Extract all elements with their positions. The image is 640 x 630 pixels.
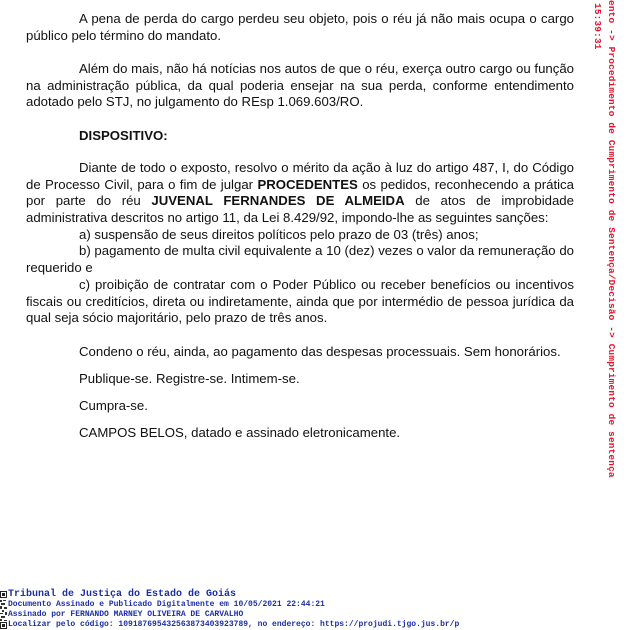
- qr-code-icon: [0, 591, 7, 629]
- paragraph-stj-precedent: Além do mais, não há notícias nos autos de que o réu, exerça outro cargo ou função na administração pública, da qual poderia ensejar na sua perda, conforme entendimento adotado pelo STJ, no julgamento do REsp 1.069.603/RO.: [26, 61, 574, 110]
- section-heading-dispositivo: DISPOSITIVO:: [79, 128, 168, 143]
- judgment-text-1: Diante de todo o exposto, resolvo o mérito da ação à luz do artigo 487, I, do Código de Processo Civil, para o fim de julgar: [26, 160, 574, 192]
- sanction-item-a: a) suspensão de seus direitos políticos pelo prazo de 03 (três) anos;: [79, 227, 479, 242]
- document-locator-link[interactable]: Localizar pelo código: 109187695432563873403923789, no endereço: https://projudi.tjgo.jus.br/p: [8, 620, 460, 629]
- paragraph-judgment: [26, 160, 574, 226]
- paragraph-location-date: CAMPOS BELOS, datado e assinado eletronicamente.: [79, 425, 401, 440]
- court-name: Tribunal de Justiça do Estado de Goiás: [8, 589, 237, 600]
- paragraph-costs: Condeno o réu, ainda, ao pagamento das despesas processuais. Sem honorários.: [79, 344, 561, 359]
- sanction-item-b-text: b) pagamento de multa civil equivalente a 10 (dez) vezes o valor da remuneração do requerido e: [26, 243, 574, 275]
- signed-by: Assinado por FERNANDO MARNEY OLIVEIRA DE CARVALHO: [8, 610, 244, 619]
- side-stamp-path: ento -> Procedimento de Cumprimento de Sentença/Decisão -> Cumprimento de sentença: [606, 0, 617, 478]
- defendant-name: JUVENAL FERNANDES DE ALMEIDA: [151, 193, 405, 209]
- side-stamp-time: 15:39:31: [592, 3, 603, 50]
- signature-block: [8, 589, 459, 630]
- signed-published-date: Documento Assinado e Publicado Digitalmente em 10/05/2021 22:44:21: [8, 600, 325, 609]
- judgment-text-3: de atos de improbidade administrativa descritos no artigo 11, da Lei 8.429/92, impondo-lhe as seguintes sanções:: [26, 193, 574, 225]
- sanction-item-c: c) proibição de contratar com o Poder Público ou receber benefícios ou incentivos fiscais ou creditícios, direta ou indiretamente, ainda que por intermédio de pessoa jurídica da qual seja sócio majoritário, pelo prazo de três anos.: [26, 277, 574, 326]
- paragraph-loss-of-office: A pena de perda do cargo perdeu seu objeto, pois o réu já não mais ocupa o cargo público pelo término do mandato.: [26, 11, 574, 43]
- verdict-procedentes: PROCEDENTES: [257, 176, 358, 192]
- paragraph-comply: Cumpra-se.: [79, 398, 148, 413]
- signature-footer: [0, 589, 640, 630]
- judgment-text-2: os pedidos, reconhecendo a prática por parte do réu: [26, 176, 574, 209]
- paragraph-publish: Publique-se. Registre-se. Intimem-se.: [79, 371, 300, 386]
